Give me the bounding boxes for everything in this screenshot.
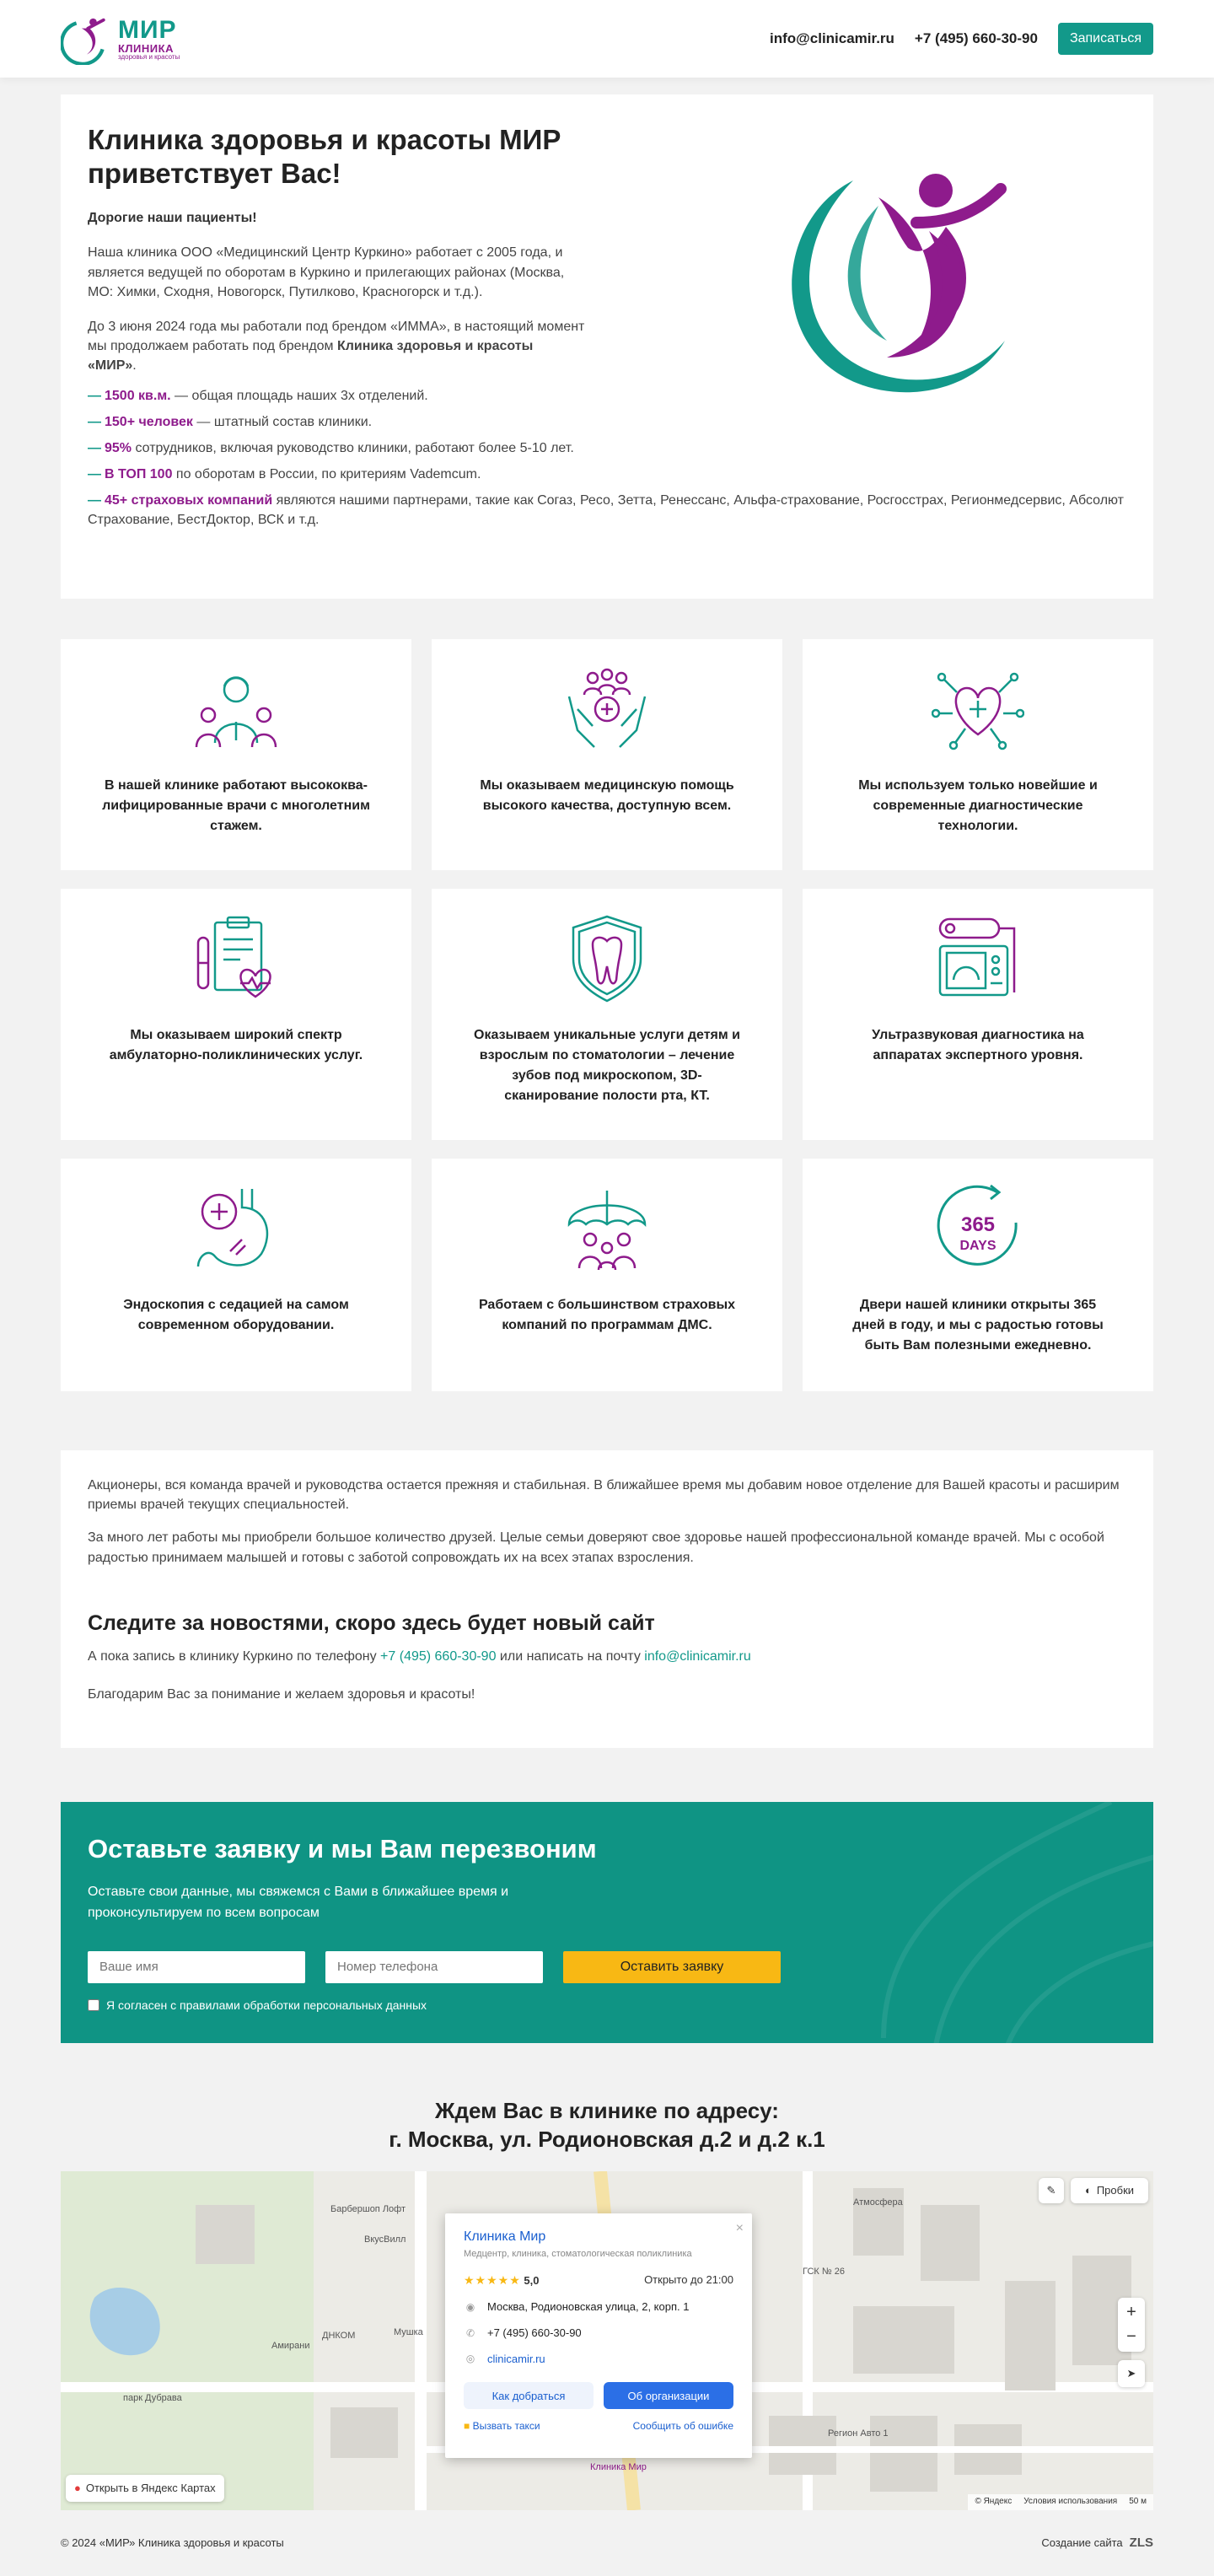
fact-item: — 1500 кв.м. — общая площадь наших 3х отделений. [88, 388, 428, 403]
clipboard-icon [190, 912, 282, 1005]
map-label: Амирани [271, 2340, 310, 2351]
intro-section [61, 94, 1153, 599]
features-row [61, 889, 1153, 1140]
feature-text: Мы оказываем широкий спектр амбулаторно-поликлинических услуг. [109, 1028, 363, 1062]
logo-sub-text: КЛИНИКА [118, 41, 174, 55]
news-contact [88, 1647, 1126, 1666]
map-label: Барбершоп Лофт [330, 2203, 406, 2214]
address-line-1: Ждем Вас в клинике по адресу: [435, 2098, 779, 2124]
agency-logo-icon: ZLS [1129, 2536, 1153, 2551]
submit-request-button[interactable]: Оставить заявку [563, 1951, 781, 1983]
doctors-icon [190, 663, 282, 756]
org-address-row [464, 2299, 733, 2315]
ruler-button[interactable] [1039, 2178, 1064, 2203]
feature-text: Эндоскопия с седацией на самом современном оборудовании. [123, 1298, 349, 1332]
geolocation-button[interactable] [1118, 2360, 1145, 2387]
map-label: Регион Авто 1 [828, 2428, 889, 2439]
phone-input[interactable] [325, 1951, 543, 1983]
taxi-label: Вызвать такси [472, 2420, 540, 2433]
feature-card [803, 639, 1153, 870]
svg-text:DAYS: DAYS [959, 1239, 996, 1253]
taxi-icon: ■ [464, 2420, 470, 2433]
book-appointment-button[interactable]: Записаться [1058, 23, 1153, 55]
contact-phone-link[interactable]: +7 (495) 660-30-90 [380, 1649, 497, 1664]
map-pin-icon: ● [74, 2481, 81, 2494]
intro-paragraph-2 [88, 317, 585, 376]
logo-main-text: МИР [118, 15, 177, 44]
org-title[interactable]: Клиника Мир [464, 2229, 546, 2244]
header-phone-link[interactable]: +7 (495) 660-30-90 [914, 30, 1038, 46]
stomach-icon [190, 1182, 282, 1275]
callback-subtitle: Оставьте свои данные, мы свяжемся с Вами в ближайшее время и проконсультируем по всем вопросам [88, 1885, 509, 1921]
365-days-icon [932, 1182, 1024, 1275]
fact-item: — 45+ страховых компаний являются нашими партнерами, такие как Согаз, Ресо, Зетта, Ренессанс, Альфа-страхование, Росгосстрах, Регионмедсервис, Абсолют Страхование, БестДоктор, ВСК и т.д. [88, 493, 1125, 528]
open-yandex-maps-label: Открыть в Яндекс Картах [85, 2481, 216, 2494]
features-section [61, 639, 1153, 1391]
fact-highlight: В ТОП 100 [105, 467, 173, 482]
news-paragraph-1: Акционеры, вся команда врачей и руководства остается прежняя и стабильная. В ближайшее время мы добавим новое отделение для Вашей красоты и расширим приемы врачей текущих специальностей. [88, 1478, 1120, 1513]
org-address: Москва, Родионовская улица, 2, корп. 1 [487, 2299, 690, 2313]
site-footer [0, 2510, 1214, 2576]
map-label: ДНКОМ [322, 2330, 356, 2341]
contact-email-link[interactable]: info@clinicamir.ru [644, 1649, 751, 1664]
news-section [61, 1450, 1153, 1748]
feature-text: Работаем с большинством страховых компаний по программам ДМС. [478, 1298, 736, 1332]
consent-text: Я согласен с правилами обработки персональных данных [106, 1998, 427, 2012]
fact-text: — штатный состав клиники. [192, 414, 373, 429]
name-input[interactable] [88, 1951, 305, 1983]
feature-text: Мы используем только новейшие и современные диагностические технологии. [858, 778, 1098, 833]
umbrella-family-icon [561, 1182, 653, 1275]
footer-copyright: © 2024 «МИР» Клиника здоровья и красоты [61, 2536, 284, 2549]
fact-text: являются нашими партнерами, такие как Согаз, Ресо, Зетта, Ренессанс, Альфа-страхование, Росгосстрах, Регионмедсервис, Абсолют Страхование, БестДоктор, ВСК и т.д. [88, 493, 1125, 528]
footer-credit[interactable] [1041, 2534, 1153, 2552]
zoom-out-icon[interactable]: − [1126, 2326, 1136, 2346]
fact-highlight: 45+ страховых компаний [105, 493, 273, 508]
contact-text: А пока запись в клинику Куркино по телефону [88, 1649, 381, 1664]
traffic-label: Пробки [1096, 2183, 1135, 2197]
feature-card [61, 639, 411, 870]
feature-card [61, 1159, 411, 1391]
news-thanks: Благодарим Вас за понимание и желаем здоровья и красоты! [88, 1687, 475, 1702]
intro-p2-start: До 3 июня 2024 года мы работали под брендом «ИММА», в настоящий момент мы продолжаем работать под брендом [88, 319, 585, 354]
feature-card [432, 1159, 782, 1391]
greeting: Дорогие наши пациенты! [88, 211, 257, 226]
close-icon[interactable]: × [735, 2220, 744, 2235]
heart-network-icon [932, 663, 1024, 756]
ruler-icon: ✎ [1046, 2183, 1056, 2197]
site-header [0, 0, 1214, 78]
intro-p2-brand: Клиника здоровья и красоты «МИР» [88, 339, 534, 374]
fact-item: — 150+ человек — штатный состав клиники. [88, 414, 373, 429]
logo-mark-icon [61, 13, 113, 65]
fact-text: сотрудников, включая руководство клиники, работают более 5-10 лет. [132, 440, 574, 455]
feature-card [803, 1159, 1153, 1391]
feature-text: Двери нашей клиники открыты 365 дней в году, и мы с радостью готовы быть Вам полезными ежедневно. [852, 1298, 1104, 1353]
yandex-copyright: © Яндекс [975, 2497, 1013, 2507]
ultrasound-icon [932, 912, 1024, 1005]
map-label: ВкусВилл [364, 2234, 406, 2245]
org-rating-row [464, 2272, 733, 2289]
features-row [61, 639, 1153, 870]
feature-text: Оказываем уникальные услуги детям и взрослым по стоматологии – лечение зубов под микроскопом, 3D-сканирование полости рта, КТ. [474, 1028, 740, 1103]
feature-text: Ультразвуковая диагностика на аппаратах экспертного уровня. [872, 1028, 1084, 1062]
footer-made-by: Создание сайта [1041, 2536, 1123, 2549]
location-arrow-icon: ➤ [1126, 2366, 1136, 2380]
intro-p2-end: . [132, 358, 137, 374]
organization-card [445, 2213, 752, 2458]
globe-icon: ◎ [465, 2353, 475, 2365]
feature-text: В нашей клинике работают высококвалифицированные врачи с многолетним стажем. [102, 778, 370, 833]
terms-link[interactable]: Условия использования [1023, 2497, 1118, 2507]
address-title [61, 2097, 1153, 2154]
svg-text:365: 365 [960, 1213, 996, 1236]
fact-highlight: 1500 кв.м. [105, 388, 171, 403]
zoom-in-icon[interactable]: + [1126, 2302, 1136, 2321]
rating-stars-icon: ★★★★★ [464, 2273, 521, 2288]
news-paragraph-2: За много лет работы мы приобрели большое количество друзей. Целые семьи доверяют свое здоровье нашей профессиональной команде врачей. Мы с особой радостью принимаем малышей и готовы с заботой сопровождать их на всех этапах взросления. [88, 1530, 1104, 1565]
taxi-link[interactable] [464, 2419, 540, 2433]
org-footer [464, 2419, 733, 2433]
map-label: Мушка [394, 2326, 423, 2337]
intro-paragraph-1: Наша клиника ООО «Медицинский Центр Куркино» работает с 2005 года, и является ведущей по оборотам в Куркино и прилегающих районах (Москва, МО: Химки, Сходня, Новогорск, Путилково, Красногорск и т.д.). [88, 245, 565, 299]
fact-item: — В ТОП 100 по оборотам в России, по критериям Vademcum. [88, 467, 481, 482]
logo[interactable] [61, 13, 180, 65]
open-yandex-maps-button[interactable] [66, 2475, 224, 2502]
fact-item: — 95% сотрудников, включая руководство клиники, работают более 5-10 лет. [88, 440, 574, 455]
feature-card [432, 889, 782, 1140]
org-site-row [464, 2352, 733, 2368]
consent-checkbox[interactable] [88, 1999, 99, 2011]
org-site-link[interactable]: clinicamir.ru [487, 2352, 545, 2365]
map-label: парк Дубрава [123, 2392, 182, 2403]
logo-tagline: здоровья и красоты [118, 52, 180, 61]
header-email-link[interactable]: info@clinicamir.ru [770, 30, 894, 46]
contact-text: или написать на почту [496, 1649, 645, 1664]
fact-highlight: 95% [105, 440, 132, 455]
main-content [61, 94, 1153, 2510]
fact-text: — общая площадь наших 3х отделений. [170, 388, 428, 403]
feature-card [432, 639, 782, 870]
traffic-button[interactable] [1071, 2178, 1148, 2203]
traffic-icon: ◐ [1084, 2183, 1092, 2197]
map-label: ГСК № 26 [803, 2266, 845, 2277]
care-hands-icon [561, 663, 653, 756]
tooth-shield-icon [561, 912, 653, 1005]
zoom-control[interactable] [1118, 2298, 1145, 2352]
feature-card [803, 889, 1153, 1140]
feature-text: Мы оказываем медицинскую помощь высокого качества, доступную всем. [480, 778, 734, 813]
rating-value: 5,0 [524, 2274, 540, 2288]
map-scale: 50 м [1129, 2497, 1147, 2507]
map-attribution [968, 2494, 1153, 2510]
org-hours: Открыто до 21:00 [644, 2273, 733, 2287]
fact-highlight: 150+ человек [105, 414, 193, 429]
org-phone[interactable]: +7 (495) 660-30-90 [487, 2326, 582, 2339]
org-category: Медцентр, клиника, стоматологическая поликлиника [464, 2249, 692, 2260]
report-error-link[interactable]: Сообщить об ошибке [632, 2420, 733, 2433]
decorative-pattern-icon [833, 1802, 1153, 2043]
map-label: Атмосфера [853, 2197, 903, 2208]
features-row [61, 1159, 1153, 1391]
callback-title: Оставьте заявку и мы Вам перезвоним [88, 1834, 597, 1864]
about-org-button[interactable]: Об организации [604, 2382, 733, 2409]
phone-icon: ✆ [465, 2326, 475, 2339]
yandex-map[interactable] [61, 2171, 1153, 2510]
org-actions [464, 2382, 733, 2409]
address-line-2: г. Москва, ул. Родионовская д.2 и д.2 к.1 [389, 2127, 825, 2153]
news-title: Следите за новостями, скоро здесь будет новый сайт [88, 1611, 655, 1635]
location-icon: ◉ [465, 2300, 475, 2313]
map-label: Клиника Мир [590, 2461, 647, 2472]
callback-section [61, 1802, 1153, 2043]
feature-card [61, 889, 411, 1140]
org-phone-row [464, 2326, 733, 2342]
route-button[interactable]: Как добраться [464, 2382, 594, 2409]
page-title: Клиника здоровья и красоты МИР приветствует Вас! [88, 124, 561, 189]
fact-text: по оборотам в России, по критериям Vademcum. [172, 467, 481, 482]
clinic-emblem-icon [752, 147, 1056, 433]
